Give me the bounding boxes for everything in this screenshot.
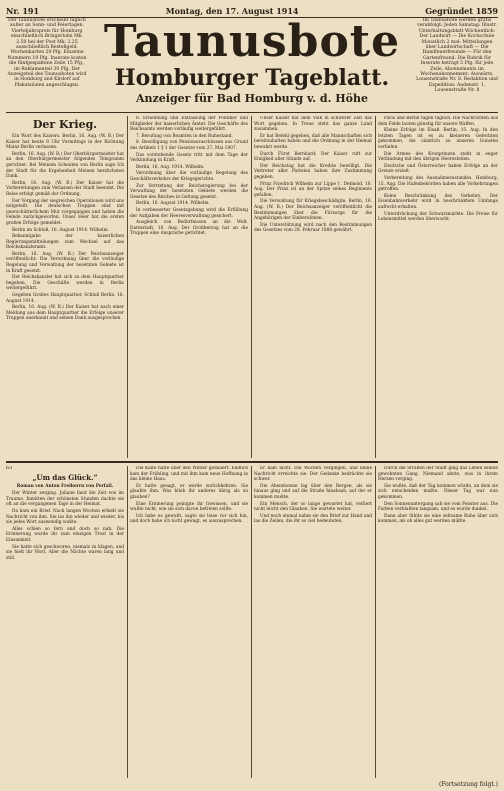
masthead — [6, 18, 498, 108]
news-column-3 — [254, 116, 372, 458]
news-column-2 — [130, 116, 248, 458]
newspaper-title: Taunusbote — [103, 16, 401, 67]
section-heading: Der Krieg. — [32, 118, 98, 131]
paragraph: Sie hatte sich geschworen, niemals zu klagen, und sie hielt ihr Wort. Aber die Nächte waren lang und still. — [6, 544, 124, 561]
divider — [6, 112, 498, 113]
paragraph: Gegeben Großes Hauptquartier, Schloß Berlin, 16. August 1914. — [6, 293, 124, 304]
paragraph: Und noch einmal nahm sie den Brief zur Hand und las die Zeilen, die ihr so viel bedeuteten. — [254, 513, 372, 525]
feuilleton-column-3 — [254, 466, 372, 778]
paragraph: Berlin, 16. Aug. (W. B.) Der Kaiser hat nach einer Meldung aus dem Hauptquartier die Erfolge unserer Truppen anerkannt und seinen Dank ausgesprochen. — [6, 305, 124, 322]
paragraph: Er hatte gesagt, er werde zurückkehren. Sie glaubte ihm. Was blieb ihr anderes übrig als zu glauben? — [130, 483, 248, 500]
paragraph: 8. Bewilligung von Pensionszuschüssen aus Grund des Artikels 1 § 1 der Gesetze vom 27. Mai 1907. — [130, 140, 248, 151]
paragraph: Ein Mensch, der so lange gewartet hat, verliert nicht leicht den Glauben. Sie wartete weiter. — [254, 501, 372, 513]
paragraph: Der Vorgang der siegreichen Operationen wird uns mitgeteilt. Die deutschen Truppen sind mit unerschütterlichem Mut vorgegangen und haben die Feinde zurückgeworfen. Unser Heer hat die ersten großen Erfolge gemeldet. — [6, 198, 124, 226]
paragraph: Die Armee des Kronprinzen steht in enger Verbindung mit den übrigen Heeresteilen. — [378, 151, 498, 163]
paragraph: Das vorstehende Gesetz tritt mit dem Tage der Verkündung in Kraft. — [130, 152, 248, 164]
column-rule — [251, 466, 252, 778]
paragraph: Die Kälte hatte über den Winter gedauert. Endlich kam der Frühling, und mit ihm kam neue Hoffnung in das kleine Haus. — [130, 466, 248, 483]
news-column-1 — [6, 116, 124, 458]
paragraph: Sie wußte, daß der Tag kommen würde, an dem sie sich entscheiden mußte. Dieser Tag war nun gekommen. — [378, 483, 498, 500]
issue-number: Nr. 191 — [6, 6, 40, 16]
paragraph: Zur Vertretung der Reichsregierung bei der Verwaltung der besetzten Gebiete werden die Gesetze des Reiches in Geltung gesetzt. — [130, 183, 248, 200]
paragraph: Unterdrückung der Schwarzmärkte. Die Preise für Lebensmittel werden überwacht. — [378, 211, 498, 223]
paragraph: Er hat Befehl gegeben, daß alle Mannschaften sich bereitzuhalten haben und die Ordnung in der Heimat bewahrt werde. — [254, 133, 372, 150]
paragraph: Kleine Erfolge im Elsaß. Berlin, 15. Aug. In den letzten Tagen ist es zu kleineren Gefechten gekommen, die sämtlich zu unseren Gunsten verliefen. — [378, 128, 498, 150]
feuilleton-divider — [6, 461, 498, 463]
column-rule — [127, 466, 128, 778]
continuation-note: (Fortsetzung folgt.) — [439, 781, 498, 788]
paragraph: Keine Beschränkung des Verkehrs. Der Eisenbahnverkehr wird in beschränktem Umfange aufrecht erhalten. — [378, 193, 498, 210]
feuilleton-number: 63 — [6, 466, 13, 471]
paragraph: Berlin, 16. Aug. (W. B.) Der Kaiser hat die Vorbereitungen zum Verlassen der Stadt beendet. Die Reise erfolgt gemäß der Ordnung. — [6, 180, 124, 197]
paragraph: Berlin im Schloß, 16. August 1914. Wilhelm. — [12, 227, 109, 233]
paragraph: Berlin, 16. Aug. (W. B.) Der Oberbürgermeister hat an den Oberbürgermeister folgendes Telegramm gerichtet: Bei Meinem Scheiden von Berlin sage Ich der Stadt für die Ergebenheit Meinen herzlichsten Dank. — [6, 151, 124, 180]
paragraph: Er kam nicht. Die Wochen vergingen, und keine Nachricht erreichte sie. Der Gedanke bedrückte sie schwer. — [254, 466, 372, 483]
paragraph: Alles schien so fern und doch so nah. Die Erinnerung wurde ihr zum einzigen Trost in der Einsamkeit. — [6, 526, 124, 543]
column-rule — [251, 116, 252, 458]
paragraph: Ich habe es gewußt, sagte sie leise vor sich hin, und doch habe ich nicht gewagt, es auszusprechen. — [130, 513, 248, 525]
paragraph: Der Reichstag hat die Kredite bewilligt. Die Vertreter aller Parteien haben ihre Zustimmung gegeben. — [254, 163, 372, 180]
paragraph: Bekanntgabe der kaiserlichen Regierungsmitteilungen zum Wechsel auf das Reichskanzleramt. — [6, 234, 124, 251]
newspaper-tagline: Anzeiger für Bad Homburg v. d. Höhe — [136, 92, 368, 105]
column-body — [130, 116, 248, 237]
paragraph: Berlin, 16. Aug. (W. B.) Der Reichsanzeiger veröffentlicht: Die Verordnung über die vorläufige Regelung und Verwaltung der besetzten Gebiete ist in Kraft gesetzt. — [6, 251, 124, 274]
supplements-info: Im Taunusbote werden gratis verabfolgt: Jeden Samstag: Illustr. Unterhaltungsblatt Wöchentlich: Der Landwirt — Die Kochschule Monatlich 2 mal: Mitteilungen über Landwirtschaft — Die Handfeuerfreunde — Für den Gartenfreund. Die Rubrik für Inserate beträgt 5 Pfg. für jede Zeile. Abonnements im Wochenabonnement: Auswärts, Lousenstraße Nr. 8. Redaktion und Expedition: Audenstr. 1, Lousenstraße Nr. 8 — [416, 18, 498, 94]
news-column-4 — [378, 116, 498, 458]
feuilleton-title: „Um das Glück.“ — [32, 472, 98, 482]
column-rule — [375, 466, 376, 778]
paragraph: Deutsche und Österreicher haben Erfolge an der Grenze erzielt. — [378, 163, 498, 175]
subscription-info: Der Taunusbote erscheint täglich außer an Sonn- und Feiertagen. Vierteljahrspreis für Homburg einschließlich Bringerlohn Mk. 2.50 bei der Post Mk. 2.25 ausschließlich Bestellgeld. Wochenkarten 20 Pfg. Einzelne Nummern 10 Pfg. Inserate kosten die fünfgespaltene Zeile 15 Pfg., im Reklamenteil 30 Pfg. Der Anzeigeteil des Taunusboten wird in Homburg und Kirdorf auf Plakatsäulen angeschlagen. — [7, 18, 87, 88]
paragraph: Der Reichskanzler hat sich zu dem Hauptquartier begeben. Die Geschäfte werden in Berlin weitergeführt. — [6, 275, 124, 292]
column-body — [378, 466, 498, 525]
column-body — [6, 491, 124, 561]
paragraph: Durch die Straßen der Stadt ging das Leben seinen gewohnten Gang. Niemand ahnte, was in ihrem Herzen vorging. — [378, 466, 498, 483]
paragraph: Unser Kaiser hat dem Volk in schwerer Zeit das Wort gegeben. In Treue steht das ganze Land zusammen. — [254, 116, 372, 133]
paragraph: Die Unterstützung wird nach den Bestimmungen des Gesetzes vom 28. Februar 1888 gewährt. — [254, 222, 372, 234]
column-rule — [127, 116, 128, 458]
founded-year: Gegründet 1859 — [425, 6, 498, 16]
column-body — [130, 466, 248, 525]
paragraph: 6. Ernennung und Entlassung der Politiker und Mitglieder der kaiserlichen Ämter. Die Geschäfte des Reichsamts werden vorläufig weitergeführt. — [130, 116, 248, 133]
paragraph: Vorbereitung des Ausnahmezustandes. Hamburg, 15. Aug. Die Hafenbehörden haben alle Vorkehrungen getroffen. — [378, 175, 498, 193]
column-rule — [375, 116, 376, 458]
paragraph: Da kam ein Brief. Nach langen Wochen erhielt sie Nachricht von ihm. Sie las ihn wieder und wieder, bis sie jedes Wort auswendig wußte. — [6, 508, 124, 526]
paragraph: Prinz Friedrich Wilhelm zur Lippe †. Detmold, 16. Aug. Der Prinz ist an der Spitze seines Regiments gefallen. — [254, 181, 372, 198]
column-body — [254, 116, 372, 234]
paragraph: Durch Fürst Bernhard: Der Kaiser ruft zur Einigkeit aller Stände auf. — [254, 151, 372, 163]
column-body — [378, 116, 498, 223]
column-body — [6, 134, 124, 322]
paragraph: Ausgleich von Bedürfnissen an die Welt. Darmstadt, 16. Aug. Der Großherzog hat an die Truppen eine Ansprache gerichtet. — [130, 220, 248, 237]
paragraph: 7. Berufung von Beamten in den Ruhestand. — [136, 133, 233, 139]
feuilleton-column-1 — [6, 466, 124, 778]
feuilleton-column-4 — [378, 466, 498, 770]
paragraph: Paris und Berlin tagen täglich. Die Nachrichten aus dem Felde lauten günstig für unsere Waffen. — [378, 116, 498, 127]
paragraph: Die Abendsonne lag über den Bergen, als sie hinaus ging und auf die Straße hinabsah, auf der er kommen mußte. — [254, 483, 372, 500]
paragraph: Berlin, 16. August 1914. Wilhelm. — [136, 201, 210, 207]
paragraph: Berlin, 16. Aug. 1914. Wilhelm. — [136, 164, 205, 170]
dateline — [6, 6, 498, 16]
paragraph: Der Winter zerging. Juliane fand die Zeit wie im Traume. Inmitten der schönsten Stunden dachte sie oft an die vergangenen Tage in der Heimat. — [6, 491, 124, 508]
paragraph: Den Sonnenuntergang sah sie vom Fenster aus. Die Farben verblaßten langsam, und es wurde dunkel. — [378, 501, 498, 513]
issue-date: Montag, den 17. August 1914 — [165, 6, 299, 16]
paragraph: Die Verwaltung für Kriegsbeschädigte. Berlin, 16. Aug. (W. B.) Der Reichsanzeiger veröffentlicht die Bestimmungen über die Fürsorge für die Angehörigen der Einberufenen. — [254, 199, 372, 222]
feuilleton-column-2 — [130, 466, 248, 778]
paragraph: Eine Erinnerung peinigte ihr Gewissen, und sie wußte nicht, wie sie sich davon befreien sollte. — [130, 501, 248, 513]
feuilleton-author: Roman von Anton Freiherrn von Perfall. — [16, 483, 114, 489]
paragraph: Dann aber fühlte sie eine seltsame Ruhe über sich kommen, als ob alles gut werden müßte. — [378, 513, 498, 525]
paragraph: In verbesserter Gesetzgebung wird die Erfüllung der Aufgaben der Heeresverwaltung gesichert. — [130, 207, 248, 219]
paragraph: Verordnung über die vorläufige Regelung des Geschäftsverkehrs der Kriegsgerichte. — [130, 171, 248, 182]
newspaper-subtitle: Homburger Tageblatt. — [114, 65, 390, 91]
paragraph: Ein Wort des Kaisers. Berlin, 16. Aug. (W. B.) Der Kaiser hat heute 8 Uhr Vormittags in der Richtung Mainz Berlin verlassen. — [6, 134, 124, 151]
column-body — [254, 466, 372, 525]
